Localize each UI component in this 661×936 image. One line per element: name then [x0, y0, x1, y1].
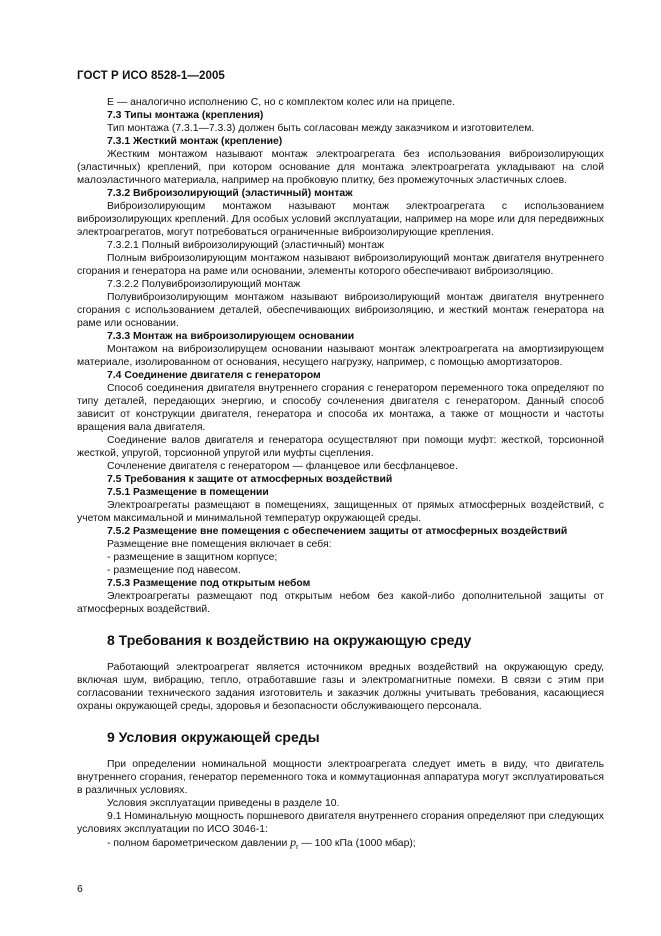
pressure-variable: p: [290, 835, 297, 849]
page-number: 6: [77, 884, 83, 895]
paragraph: Полувиброизолирующим монтажом называют виброизолирующий монтаж двигателя внутреннего сгорания с использованием деталей, обеспечивающих виброизоляцию, и жесткий монтаж генератора на раме или основании.: [77, 292, 604, 329]
section-heading-9: 9 Условия окружающей среды: [107, 729, 320, 745]
heading-7-3-3: 7.3.3 Монтаж на виброизолирующем основании: [107, 331, 355, 342]
list-item: - размещение в защитном корпусе;: [107, 552, 278, 563]
heading-7-3-2: 7.3.2 Виброизолирующий (эластичный) монтаж: [107, 188, 353, 199]
heading-7-3-2-1: 7.3.2.1 Полный виброизолирующий (эластичный) монтаж: [107, 240, 384, 251]
paragraph: Полным виброизолирующим монтажом называют виброизолирующий монтаж двигателя внутреннего сгорания и генератора на раме или основании, элементы которого обеспечивают виброизоляцию.: [77, 253, 604, 277]
heading-7-5-2: 7.5.2 Размещение вне помещения с обеспечением защиты от атмосферных воздействий: [107, 526, 568, 537]
paragraph: Е — аналогично исполнению С, но с комплектом колес или на прицепе.: [107, 97, 455, 108]
paragraph: Способ соединения двигателя внутреннего сгорания с генератором переменного тока определяют по типу деталей, передающих энергию, и способу сочленения двигателя с генератором. Данный способ зависит от конструкции двигателя, генератора и способа их монтажа, а также от мощности и частоты вращения вала двигателя.: [77, 383, 604, 433]
heading-7-5: 7.5 Требования к защите от атмосферных воздействий: [107, 474, 393, 485]
paragraph: При определении номинальной мощности электроагрегата следует иметь в виду, что двигатель внутреннего сгорания, генератор переменного тока и коммутационная аппаратура могут эксплуатироваться в различных условиях.: [77, 759, 604, 796]
paragraph: Размещение вне помещения включает в себя:: [107, 539, 332, 550]
paragraph: Тип монтажа (7.3.1—7.3.3) должен быть согласован между заказчиком и изготовителем.: [107, 123, 535, 134]
list-item: [77, 836, 604, 854]
paragraph: 9.1 Номинальную мощность поршневого двигателя внутреннего сгорания определяют при следующих условиях эксплуатации по ИСО 3046-1:: [77, 811, 604, 835]
document-body: [77, 96, 604, 854]
list-item-text: - полном барометрическом давлении: [107, 838, 291, 849]
paragraph: Электроагрегаты размещают под открытым небом без какой-либо дополнительной защиты от атмосферных воздействий.: [77, 591, 604, 615]
paragraph: Монтажом на виброизолирущем основании называют монтаж электроагрегата на амортизирующем материале, изолированном от основания, несущего нагрузку, например, с помощью амортизаторов.: [77, 344, 604, 368]
paragraph: Виброизолирующим монтажом называют монтаж электроагрегата с использованием виброизолирующих креплений. Для особых условий эксплуатации, например на море или для передвижных электроагрегатов, могут потребоваться ограниченные виброизолирующие крепления.: [77, 201, 604, 238]
paragraph: Электроагрегаты размещают в помещениях, защищенных от прямых атмосферных воздействий, с учетом максимальной и минимальной температур окружающей среды.: [77, 500, 604, 524]
heading-7-3-1: 7.3.1 Жесткий монтаж (крепление): [107, 136, 283, 147]
heading-7-4: 7.4 Соединение двигателя с генератором: [107, 370, 321, 381]
document-header: ГОСТ Р ИСО 8528-1—2005: [77, 70, 225, 82]
paragraph: Соединение валов двигателя и генератора осуществляют при помощи муфт: жесткой, торсионной жесткой, упругой, торсионной упругой или муфты сцепления.: [77, 435, 604, 459]
paragraph: Работающий электроагрегат является источником вредных воздействий на окружающую среду, включая шум, вибрацию, тепло, отработавшие газы и электромагнитные помехи. В связи с этим при согласовании технического задания изготовитель и заказчик должны учитывать требования, касающиеся охраны окружающей среды, здоровья и безопасности обслуживающего персонала.: [77, 662, 604, 712]
paragraph: Жестким монтажом называют монтаж электроагрегата без использования виброизолирующих (эластичных) креплений, при котором основание для монтажа электроагрегата укладывают на слой малоэластичного материала, например на пробковую плитку, без промежуточных эластичных слоев.: [77, 149, 604, 186]
list-item-text: — 100 кПа (1000 мбар);: [298, 838, 416, 849]
section-heading-8: 8 Требования к воздействию на окружающую среду: [107, 632, 472, 648]
heading-7-5-3: 7.5.3 Размещение под открытым небом: [107, 578, 311, 589]
pressure-subscript: r: [296, 844, 299, 852]
heading-7-5-1: 7.5.1 Размещение в помещении: [107, 487, 269, 498]
paragraph: Сочленение двигателя с генератором — фланцевое или бесфланцевое.: [107, 461, 458, 472]
heading-7-3-2-2: 7.3.2.2 Полувиброизолирующий монтаж: [107, 279, 301, 290]
heading-7-3: 7.3 Типы монтажа (крепления): [107, 110, 264, 121]
paragraph: Условия эксплуатации приведены в разделе 10.: [107, 798, 340, 809]
list-item: - размещение под навесом.: [107, 565, 241, 576]
